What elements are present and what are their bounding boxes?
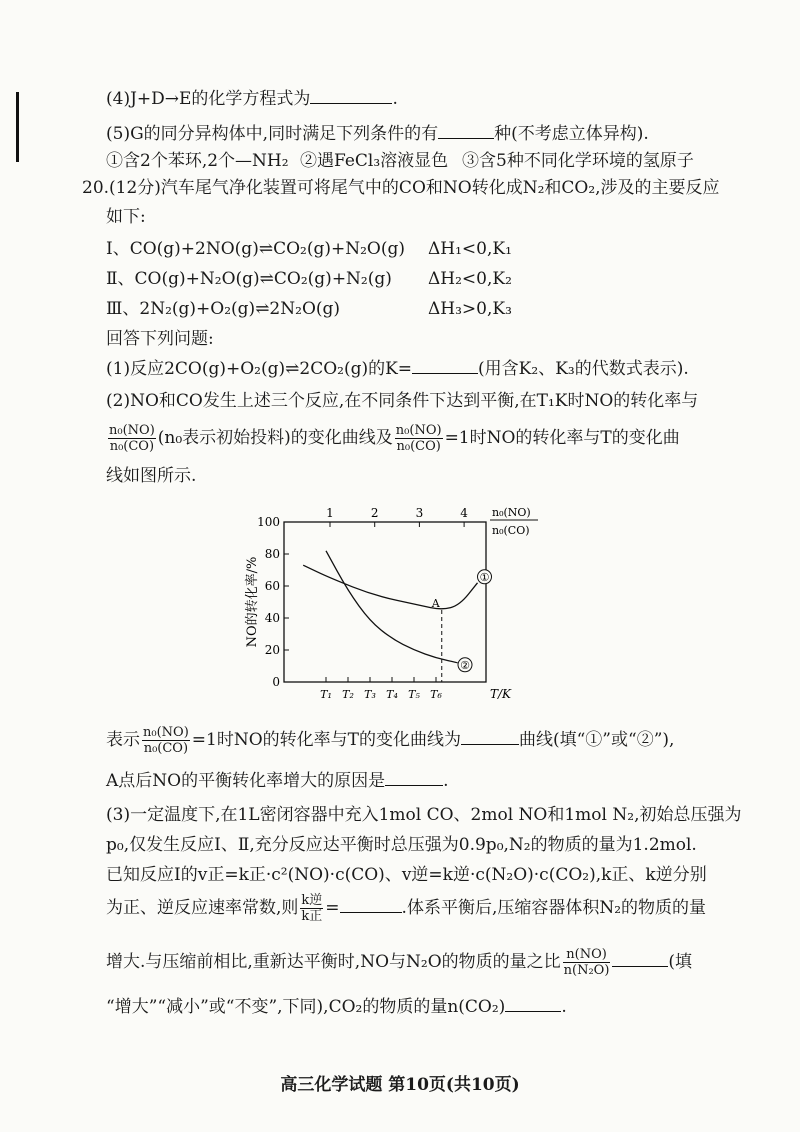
q5-condition-2: ②遇FeCl₃溶液显色 [300, 151, 449, 171]
y-tick-label: 100 [257, 515, 280, 529]
x-top-tick-label: 3 [415, 506, 424, 520]
series-marker-label-2: ② [460, 658, 470, 672]
q20-intro-line1: 20.(12分)汽车尾气净化装置可将尾气中的CO和NO转化成N₂和CO₂,涉及的主要反应 [82, 178, 720, 198]
y-tick-label: 20 [264, 643, 280, 657]
part-2-line3: 线如图所示. [106, 466, 197, 486]
part-3-line4-prefix: 为正、逆反应速率常数,则 [106, 898, 299, 918]
part-3-line2: p₀,仅发生反应Ⅰ、Ⅱ,充分反应达平衡时总压强为0.9p₀,N₂的物质的量为1.2mol. [106, 835, 697, 855]
q5-condition-1: ①含2个苯环,2个—NH₂ [106, 151, 289, 171]
k-ratio-fraction [300, 893, 323, 924]
chart-axes [284, 522, 486, 682]
ratio-numerator-3: n₀(NO) [143, 725, 189, 740]
ratio-numerator: n₀(NO) [109, 423, 155, 438]
margin-mark [16, 92, 19, 162]
x-axis-label: T/K [490, 687, 512, 701]
part-2-question-mid: =1时NO的转化率与T的变化曲线为 [191, 730, 461, 750]
y-tick-label: 40 [264, 611, 280, 625]
ratio-fraction [108, 423, 156, 454]
q4-answer-blank[interactable] [310, 103, 392, 104]
chart-series [303, 551, 491, 682]
co2-answer-blank[interactable] [505, 1011, 561, 1012]
ratio-fraction-2 [395, 423, 443, 454]
part-2-question-prefix: 表示 [106, 730, 140, 750]
part-2-question-2-suffix: . [443, 771, 449, 791]
part-1-answer-blank[interactable] [412, 373, 478, 374]
ratio-fraction-3 [142, 725, 190, 756]
q5-answer-blank[interactable] [438, 138, 494, 139]
part-2-line2-end: =1时NO的转化率与T的变化曲 [444, 428, 680, 448]
part-3-line6 [106, 996, 567, 1018]
q5-conditions [106, 150, 706, 172]
part-3-line6-suffix: . [561, 997, 567, 1017]
reaction-2 [106, 268, 512, 290]
series-marker-label-1: ① [479, 570, 490, 584]
mole-ratio-denominator: n(N₂O) [563, 963, 610, 978]
part-3-line4 [106, 888, 706, 928]
part-1-text: (1)反应2CO(g)+O₂(g)⇌2CO₂(g)的K= [106, 359, 413, 379]
ratio-denominator-3: n₀(CO) [143, 741, 189, 756]
x-bottom-tick-label: T₂ [342, 688, 354, 701]
q5-text: (5)G的同分异构体中,同时满足下列条件的有 [106, 124, 439, 144]
question-5 [106, 123, 649, 145]
reaction-3-condition: ΔH₃>0,K₃ [428, 299, 512, 319]
part-3-line4-mid: = [325, 898, 340, 918]
x-bottom-tick-label: T₆ [430, 688, 442, 701]
page-footer: 高三化学试题 第10页(共10页) [280, 1075, 520, 1095]
curve-answer-blank[interactable] [461, 744, 519, 745]
part-2-question-2-text: A点后NO的平衡转化率增大的原因是 [106, 771, 386, 791]
reaction-1 [106, 238, 512, 260]
q4-text: (4)J+D→E的化学方程式为 [106, 89, 311, 109]
mole-ratio-answer-blank[interactable] [612, 966, 668, 967]
part-3-line6-prefix: “增大”“减小”或“不变”,下同),CO₂的物质的量n(CO₂) [106, 997, 506, 1017]
ratio-numerator-2: n₀(NO) [395, 423, 442, 438]
reaction-3-equation: Ⅲ、2N₂(g)+O₂(g)⇌2N₂O(g) [106, 299, 341, 319]
top-axis-label-numerator: n₀(NO) [492, 506, 531, 519]
q20-intro-line2: 如下: [106, 207, 146, 227]
reaction-2-condition: ΔH₂<0,K₂ [428, 269, 512, 289]
q5-condition-3: ③含5种不同化学环境的氢原子 [462, 151, 694, 171]
x-top-tick-label: 4 [460, 506, 468, 520]
question-4 [106, 88, 398, 110]
part-2-question-2 [106, 770, 449, 792]
ratio-denominator-2: n₀(CO) [396, 439, 441, 454]
plot-frame [284, 522, 486, 682]
reaction-1-equation: Ⅰ、CO(g)+2NO(g)⇌CO₂(g)+N₂O(g) [106, 239, 405, 259]
part-2-line2-mid: (n₀表示初始投料)的变化曲线及 [157, 428, 393, 448]
ratio-denominator: n₀(CO) [109, 439, 155, 454]
k-ratio-denominator: k正 [301, 909, 323, 924]
part-2-question [106, 720, 674, 760]
part-2-line1: (2)NO和CO发生上述三个反应,在不同条件下达到平衡,在T₁K时NO的转化率与 [106, 391, 699, 411]
part-3-line1: (3)一定温度下,在1L密闭容器中充入1mol CO、2mol NO和1mol N₂,初始总压强为 [106, 805, 742, 825]
chart [240, 498, 560, 710]
part-3-line5 [106, 942, 692, 982]
y-tick-label: 80 [264, 547, 280, 561]
k-ratio-numerator: k逆 [301, 893, 323, 908]
q5-suffix: 种(不考虑立体异构). [494, 124, 649, 144]
part-3-line4-suffix: .体系平衡后,压缩容器体积N₂的物质的量 [401, 898, 707, 918]
x-bottom-tick-label: T₃ [364, 688, 376, 701]
top-axis-label-denominator: n₀(CO) [492, 524, 530, 537]
part-1 [106, 358, 689, 380]
reaction-2-equation: Ⅱ、CO(g)+N₂O(g)⇌CO₂(g)+N₂(g) [106, 269, 392, 289]
series-curve-1 [303, 565, 477, 609]
mole-ratio-numerator: n(NO) [563, 947, 611, 963]
part-3-line3: 已知反应Ⅰ的v正=k正·c²(NO)·c(CO)、v逆=k逆·c(N₂O)·c(CO₂),k正、k逆分别 [106, 865, 707, 885]
x-top-tick-label: 2 [370, 506, 379, 520]
part-1-suffix: (用含K₂、K₃的代数式表示). [478, 359, 689, 379]
part-3-line5-prefix: 增大.与压缩前相比,重新达平衡时,NO与N₂O的物质的量之比 [106, 952, 561, 972]
reason-answer-blank[interactable] [385, 785, 443, 786]
q4-suffix: . [392, 89, 398, 109]
part-3-line5-suffix: (填 [668, 952, 693, 972]
chart-labels [245, 506, 538, 701]
y-axis-label: NO的转化率/% [245, 556, 260, 648]
answer-prompt: 回答下列问题: [106, 329, 214, 349]
x-bottom-tick-label: T₅ [408, 688, 420, 701]
x-bottom-tick-label: T₁ [320, 688, 332, 701]
reaction-3 [106, 298, 512, 320]
part-2-question-suffix: 曲线(填“①”或“②”), [518, 730, 675, 750]
y-tick-label: 0 [272, 675, 280, 689]
k-ratio-answer-blank[interactable] [340, 912, 402, 913]
mole-ratio-fraction [563, 947, 611, 978]
x-top-tick-label: 1 [326, 506, 334, 520]
reaction-1-condition: ΔH₁<0,K₁ [428, 239, 512, 259]
x-bottom-tick-label: T₄ [386, 688, 398, 701]
part-2-line2 [106, 418, 680, 458]
y-tick-label: 60 [264, 579, 280, 593]
point-a-label: A [431, 597, 440, 610]
